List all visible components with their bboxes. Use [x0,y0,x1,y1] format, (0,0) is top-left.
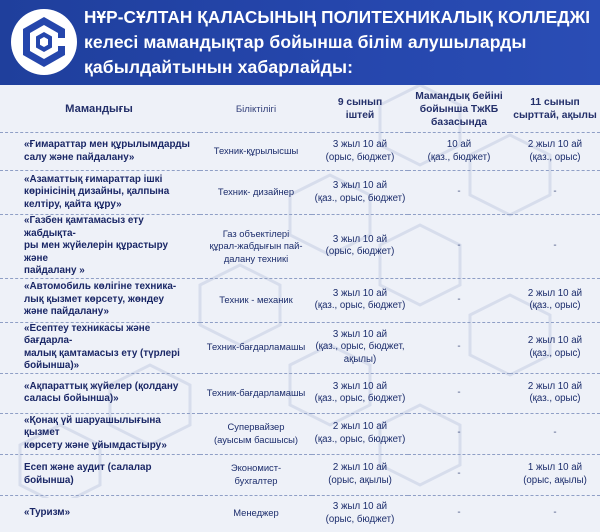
qualification-cell: Супервайзер (ауысым басшысы) [200,413,312,454]
table-row [0,413,600,454]
qualification-cell: Техник-құрылысшы [200,133,312,171]
specialty-name: «Ғимараттар мен құрылымдарды салу және пайдалану» [0,133,200,171]
specialty-name: «Азаматтық ғимараттар ішкі көрінісінің дизайны, қалпына келтіру, қайта құру» [0,171,200,215]
specialty-name: «Туризм» [24,507,71,519]
specialty-name: «Есептеу техникасы және бағдарла- малық қамтамасыз ету (түрлері бойынша)» [0,322,200,373]
grade11-cell: - [510,413,600,454]
specialty-name: «Ақпараттық жүйелер (қолдану саласы бойынша)» [0,373,200,413]
qualification-cell: Экономист- бухгалтер [200,454,312,495]
column-header-tvet-base: Мамандық бейіні бойынша ТжКБ базасында [408,86,510,133]
tvet-cell: 10 ай (қаз., бюджет) [408,133,510,171]
grade9-cell: 2 жыл 10 ай (қаз., орыс, бюджет) [312,413,408,454]
specialty-name: «Қонақ үй шаруашылығына қызмет көрсету және ұйымдастыру» [0,413,200,454]
qualification-cell: Техник - механик [200,278,312,322]
tvet-cell: - [408,413,510,454]
qualification-cell: Менеджер [233,507,279,519]
college-emblem-icon [10,8,78,76]
tvet-cell: - [408,215,510,279]
grade9-cell: 3 жыл 10 ай (қаз., орыс, бюджет, ақылы) [312,322,408,373]
tvet-cell: - [408,373,510,413]
specialty-name: «Автомобиль көлігіне техника- лық қызмет көрсету, жөндеу және пайдалану» [0,278,200,322]
page-title [84,5,594,80]
tvet-cell: - [408,278,510,322]
grade11-cell: - [510,171,600,215]
grade9-cell: 3 жыл 10 ай (қаз., орыс, бюджет) [312,373,408,413]
qualification-cell: Техник-бағдарламашы [200,373,312,413]
tvet-cell: - [408,322,510,373]
grade11-cell: 2 жыл 10 ай (қаз., орыс) [510,322,600,373]
qualification-cell: Техник- дизайнер [200,171,312,215]
grade11-cell: 2 жыл 10 ай (қаз., орыс) [510,373,600,413]
table-row [0,322,600,373]
tvet-cell: - [408,454,510,495]
grade9-cell: 3 жыл 10 ай (қаз., орыс, бюджет) [312,171,408,215]
specialty-name: Есеп және аудит (салалар бойынша) [0,454,200,495]
table-row [0,215,600,279]
tvet-cell: - [408,171,510,215]
grade9-cell: 3 жыл 10 ай (орыс, бюджет) [312,133,408,171]
table-row [0,133,600,171]
table-header-row [0,86,600,133]
page-title-line: келесі мамандықтар бойынша білім алушыларды [84,32,527,52]
table-row [0,454,600,495]
table-row [0,171,600,215]
specialty-name: «Газбен қамтамасыз ету жабдықта- ры мен жүйелерін құрастыру және пайдалану » [0,215,200,279]
column-header-grade11-parttime: 11 сынып сырттай, ақылы [510,86,600,133]
grade11-cell: - [553,507,557,519]
column-header-qualification: Біліктілігі [200,86,312,133]
grade9-cell: 3 жыл 10 ай (қаз., орыс, бюджет) [312,278,408,322]
grade11-cell: 2 жыл 10 ай (қаз., орыс) [510,133,600,171]
column-header-specialty: Мамандығы [0,86,200,133]
page-title-line: НҰР-СҰЛТАН ҚАЛАСЫНЫҢ ПОЛИТЕХНИКАЛЫҚ КОЛЛЕДЖІ [84,7,591,27]
grade11-cell: - [510,215,600,279]
header-banner [0,0,600,85]
table-row [0,278,600,322]
column-header-grade9-fulltime: 9 сынып іштей [312,86,408,133]
grade11-cell: 1 жыл 10 ай (орыс, ақылы) [510,454,600,495]
qualification-cell: Техник-бағдарламашы [200,322,312,373]
table-row [0,495,600,532]
tvet-cell: - [457,507,461,519]
table-row [0,373,600,413]
grade9-cell: 2 жыл 10 ай (орыс, ақылы) [312,454,408,495]
page-title-line: қабылдайтынын хабарлайды: [84,57,354,77]
grade9-cell: 3 жыл 10 ай (орыс, бюджет) [325,501,395,525]
grade9-cell: 3 жыл 10 ай (орыс, бюджет) [312,215,408,279]
qualification-cell: Газ объектілері құрал-жабдығын пай- далану техникі [200,215,312,279]
specialties-table [0,86,600,532]
grade11-cell: 2 жыл 10 ай (қаз., орыс) [510,278,600,322]
